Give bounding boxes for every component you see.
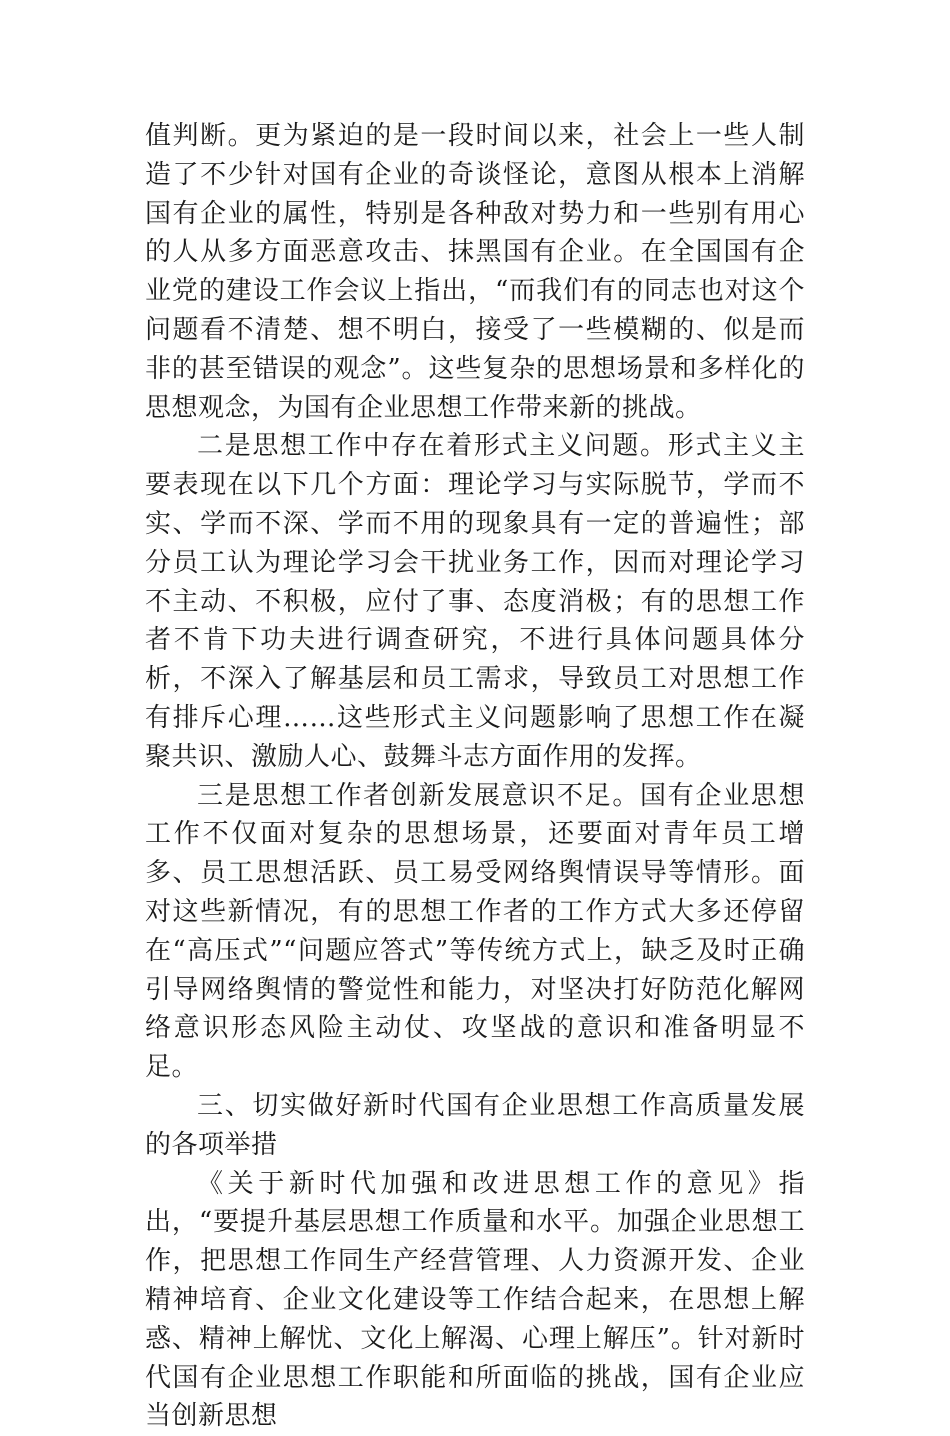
- paragraph-4: 《关于新时代加强和改进思想工作的意见》指出，“要提升基层思想工作质量和水平。加强企业思想工作，把思想工作同生产经营管理、人力资源开发、企业精神培育、企业文化建设等工作结合起来，在思想上解惑、精神上解忧、文化上解渴、心理上解压”。针对新时代国有企业思想工作职能和所面临的挑战，国有企业应当创新思想: [145, 1168, 805, 1432]
- paragraph-1: 值判断。更为紧迫的是一段时间以来，社会上一些人制造了不少针对国有企业的奇谈怪论，意图从根本上消解国有企业的属性，特别是各种敌对势力和一些别有用心的人从多方面恶意攻击、抹黑国有企业。在全国国有企业党的建设工作会议上指出，“而我们有的同志也对这个问题看不清楚、想不明白，接受了一些模糊的、似是而非的甚至错误的观念”。这些复杂的思想场景和多样化的思想观念，为国有企业思想工作带来新的挑战。: [145, 121, 805, 423]
- document-body: [145, 117, 805, 1436]
- paragraph-3: 三是思想工作者创新发展意识不足。国有企业思想工作不仅面对复杂的思想场景，还要面对青年员工增多、员工思想活跃、员工易受网络舆情误导等情形。面对这些新情况，有的思想工作者的工作方式大多还停留在“高压式”“问题应答式”等传统方式上，缺乏及时正确引导网络舆情的警觉性和能力，对坚决打好防范化解网络意识形态风险主动仗、攻坚战的意识和准备明显不足。: [145, 780, 805, 1083]
- section-heading: 三、切实做好新时代国有企业思想工作高质量发展的各项举措: [145, 1090, 805, 1160]
- paragraph-2: 二是思想工作中存在着形式主义问题。形式主义主要表现在以下几个方面：理论学习与实际脱节，学而不实、学而不深、学而不用的现象具有一定的普遍性；部分员工认为理论学习会干扰业务工作，因而对理论学习不主动、不积极，应付了事、态度消极；有的思想工作者不肯下功夫进行调查研究，不进行具体问题具体分析，不深入了解基层和员工需求，导致员工对思想工作有排斥心理……这些形式主义问题影响了思想工作在凝聚共识、激励人心、鼓舞斗志方面作用的发挥。: [145, 431, 805, 772]
